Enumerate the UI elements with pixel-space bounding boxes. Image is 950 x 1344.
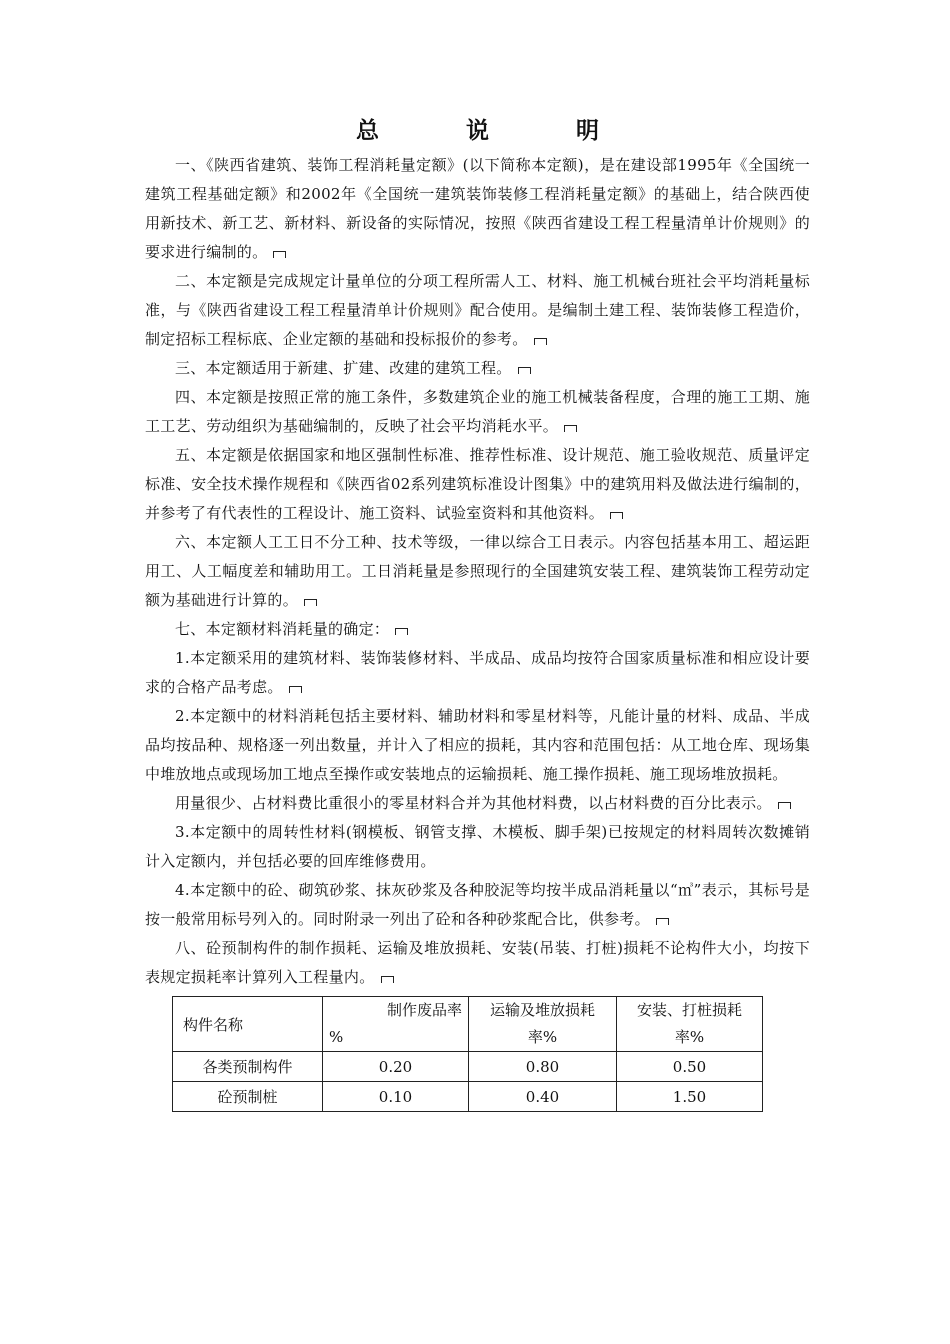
paragraph-text: 四、本定额是按照正常的施工条件，多数建筑企业的施工机械装备程度，合理的施工工期、施工工艺、劳动组织为基础编制的，反映了社会平均消耗水平。 [145,388,810,435]
paragraph-7-2 [145,702,810,789]
paragraph-text: 七、本定额材料消耗量的确定： [175,620,390,638]
paragraph-7-2b [145,789,810,818]
header-transport-loss [469,997,617,1052]
paragraph-text: 一、《陕西省建筑、装饰工程消耗量定额》(以下简称本定额)，是在建设部1995年《全国统一建筑工程基础定额》和2002年《全国统一建筑装饰装修工程消耗量定额》的基础上，结合陕西使用新技术、新工艺、新材料、新设备的实际情况，按照《陕西省建设工程工程量清单计价规则》的要求进行编制的。 [145,156,810,261]
paragraph-3 [145,354,810,383]
cell-make: 0.20 [323,1052,469,1082]
table-row [173,1082,763,1112]
paragraph-mark-icon [564,425,577,432]
cell-install: 1.50 [617,1082,763,1112]
paragraph-mark-icon [273,251,286,258]
header-make-loss [323,997,469,1052]
header-make-loss-line2: % [329,1028,344,1046]
cell-name: 各类预制构件 [173,1052,323,1082]
paragraph-text: 六、本定额人工工日不分工种、技术等级，一律以综合工日表示。内容包括基本用工、超运距用工、人工幅度差和辅助用工。工日消耗量是参照现行的全国建筑安装工程、建筑装饰工程劳动定额为基础进行计算的。 [145,533,810,609]
paragraph-text: 二、本定额是完成规定计量单位的分项工程所需人工、材料、施工机械台班社会平均消耗量标准，与《陕西省建设工程工程量清单计价规则》配合使用。是编制土建工程、装饰装修工程造价，制定招标工程标底、企业定额的基础和投标报价的参考。 [145,272,810,348]
paragraph-mark-icon [778,802,791,809]
paragraph-text: 用量很少、占材料费比重很小的零星材料合并为其他材料费，以占材料费的百分比表示。 [175,794,772,812]
paragraph-mark-icon [395,628,408,635]
table-header-row [173,997,763,1052]
header-install-loss-line1: 安装、打桩损耗 [636,1001,742,1019]
header-transport-loss-line2: 率% [527,1028,558,1046]
paragraph-7-4 [145,876,810,934]
paragraph-7 [145,615,810,644]
paragraph-text: 3.本定额中的周转性材料(钢模板、钢管支撑、木模板、脚手架)已按规定的材料周转次数摊销计入定额内，并包括必要的回库维修费用。 [145,823,810,870]
header-transport-loss-line1: 运输及堆放损耗 [489,1001,595,1019]
document-page [145,112,810,1112]
paragraph-mark-icon [381,976,394,983]
paragraph-text: 八、砼预制构件的制作损耗、运输及堆放损耗、安装(吊装、打桩)损耗不论构件大小，均按下表规定损耗率计算列入工程量内。 [145,939,810,986]
paragraph-7-3 [145,818,810,876]
header-component-name: 构件名称 [173,997,323,1052]
paragraph-8 [145,934,810,992]
paragraph-4 [145,383,810,441]
cell-transport: 0.80 [469,1052,617,1082]
header-make-loss-line1: 制作废品率 [386,1001,462,1019]
paragraph-text: 1.本定额采用的建筑材料、装饰装修材料、半成品、成品均按符合国家质量标准和相应设计要求的合格产品考虑。 [145,649,810,696]
paragraph-mark-icon [656,918,669,925]
paragraph-mark-icon [534,338,547,345]
page-title: 总 说 明 [356,118,631,144]
cell-transport: 0.40 [469,1082,617,1112]
paragraph-2 [145,267,810,354]
header-install-loss [617,997,763,1052]
paragraph-mark-icon [289,686,302,693]
paragraph-text: 2.本定额中的材料消耗包括主要材料、辅助材料和零星材料等，凡能计量的材料、成品、半成品均按品种、规格逐一列出数量，并计入了相应的损耗，其内容和范围包括：从工地仓库、现场集中堆放地点或现场加工地点至操作或安装地点的运输损耗、施工操作损耗、施工现场堆放损耗。 [145,707,810,783]
paragraph-7-1 [145,644,810,702]
paragraph-text: 4.本定额中的砼、砌筑砂浆、抹灰砂浆及各种胶泥等均按半成品消耗量以“㎥”表示，其标号是按一般常用标号列入的。同时附录一列出了砼和各种砂浆配合比，供参考。 [145,881,810,928]
paragraph-1 [145,151,810,267]
table-row [173,1052,763,1082]
paragraph-5 [145,441,810,528]
cell-name: 砼预制桩 [173,1082,323,1112]
paragraph-6 [145,528,810,615]
paragraph-text: 五、本定额是依据国家和地区强制性标准、推荐性标准、设计规范、施工验收规范、质量评定标准、安全技术操作规程和《陕西省02系列建筑标准设计图集》中的建筑用料及做法进行编制的，并参考了有代表性的工程设计、施工资料、试验室资料和其他资料。 [145,446,810,522]
loss-rate-table [172,996,763,1112]
cell-make: 0.10 [323,1082,469,1112]
cell-install: 0.50 [617,1052,763,1082]
paragraph-mark-icon [518,367,531,374]
paragraph-mark-icon [304,599,317,606]
paragraph-mark-icon [610,512,623,519]
paragraph-text: 三、本定额适用于新建、扩建、改建的建筑工程。 [175,359,512,377]
header-install-loss-line2: 率% [674,1028,705,1046]
